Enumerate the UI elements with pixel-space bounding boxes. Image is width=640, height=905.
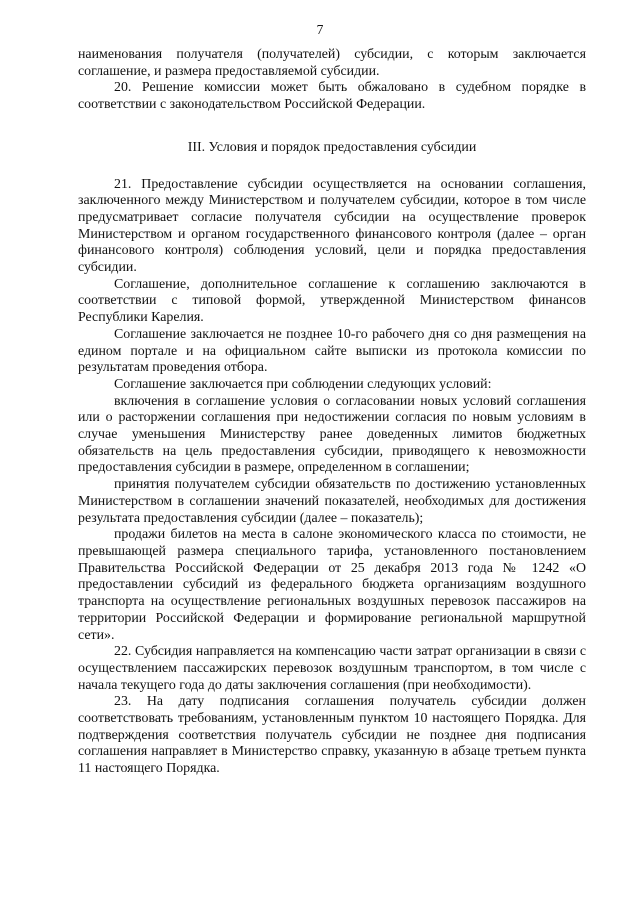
paragraph: 21. Предоставление субсидии осуществляется на основании соглашения, заключенного между Министерством и получателем субсидии, которое в том числе предусматривает согласие получателя субсидии на осуществление проверок Министерством и органом государственного финансового контроля (далее – орган финансового контроля) соблюдения условий, цели и порядка предоставления субсидии. [78,176,586,276]
paragraph: включения в соглашение условия о согласовании новых условий соглашения или о расторжении соглашения при недостижении согласия по новым условиям в случае уменьшения Министерству ранее доведенных лимитов бюджетных обязательств на цель предоставления субсидии, приводящего к невозможности предоставления субсидии в размере, определенном в соглашении; [78,393,586,476]
paragraph: 23. На дату подписания соглашения получатель субсидии должен соответствовать требованиям, установленным пунктом 10 настоящего Порядка. Для подтверждения соответствия получатель субсидии не позднее дня подписания соглашения направляет в Министерство справку, указанную в абзаце третьем пункта 11 настоящего Порядка. [78,694,586,777]
paragraph: 20. Решение комиссии может быть обжаловано в судебном порядке в соответствии с законодательством Российской Федерации. [78,80,586,113]
paragraph: Соглашение, дополнительное соглашение к соглашению заключаются в соответствии с типовой формой, утвержденной Министерством финансов Республики Карелия. [78,276,586,326]
paragraph: Соглашение заключается при соблюдении следующих условий: [114,376,492,392]
paragraph: 22. Субсидия направляется на компенсацию части затрат организации в связи с осуществлением пассажирских перевозок воздушным транспортом, в том числе с начала текущего года до даты заключения соглашения (при необходимости). [78,644,586,693]
paragraph: Соглашение заключается не позднее 10-го рабочего дня со дня размещения на едином портале и на официальном сайте выписки из протокола комиссии по результатам проведения отбора. [78,326,586,376]
paragraph: наименования получателя (получателей) субсидии, с которым заключается соглашение, и размера предоставляемой субсидии. [78,47,586,79]
section-heading: III. Условия и порядок предоставления субсидии [187,139,477,155]
paragraph: продажи билетов на места в салоне экономического класса по стоимости, не превышающей размера специального тарифа, установленного постановлением Правительства Российской Федерации от 25 декабря 2013 года № 1242 «О предоставлении субсидий из федерального бюджета организациям воздушного транспорта на осуществление региональных воздушных перевозок пассажиров на территории Российской Федерации и формирование региональной маршрутной сети». [78,527,586,643]
paragraph: принятия получателем субсидии обязательств по достижению установленных Министерством в соглашении значений показателей, необходимых для достижения результата предоставления субсидии (далее – показатель); [78,477,586,526]
document-body [78,47,586,778]
page-number: 7 [316,22,324,37]
